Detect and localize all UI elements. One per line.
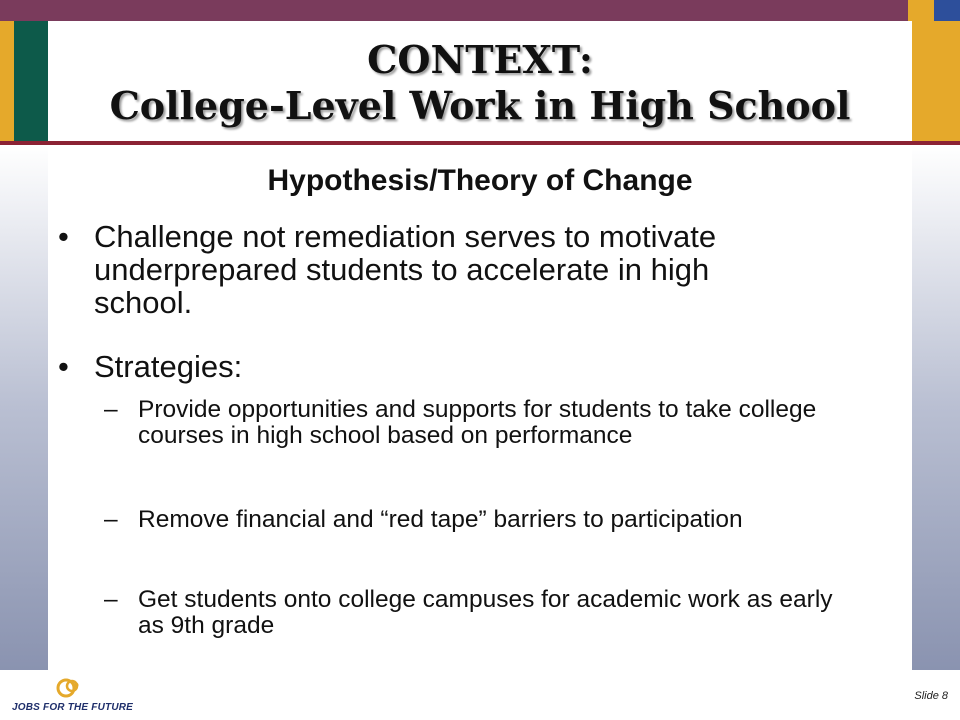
right-gold-bar (912, 21, 960, 145)
sub-bullet-text: Remove financial and “red tape” barriers to participation (138, 506, 743, 533)
sub-bullet-marker: – (104, 396, 118, 423)
bullet-marker: • (58, 349, 69, 384)
bullet-marker: • (58, 219, 69, 254)
slide-title (48, 21, 912, 141)
slide-content (48, 145, 912, 670)
logo-text: JOBS FOR THE FUTURE (12, 702, 134, 713)
left-green-bar (14, 21, 48, 145)
top-blue-block (934, 0, 960, 21)
sub-bullet-text: Provide opportunities and supports for students to take college courses in high school based on performance (138, 396, 817, 449)
right-gradient-margin (912, 145, 960, 670)
bullet-item (48, 220, 912, 330)
sub-bullet-marker: – (104, 586, 118, 613)
sub-bullet-marker: – (104, 506, 118, 533)
slide-number: Slide 8 (914, 690, 948, 702)
bullet-item (48, 350, 912, 390)
slide-subtitle: Hypothesis/Theory of Change (267, 164, 693, 197)
sub-bullet-text: Get students onto college campuses for academic work as early as 9th grade (138, 586, 833, 639)
title-line-2: College-Level Work in High School (109, 83, 851, 128)
left-gradient-margin (0, 145, 48, 670)
left-gold-bar (0, 21, 14, 145)
bullet-text: Challenge not remediation serves to motivate underprepared students to accelerate in high school. (94, 219, 717, 320)
bullet-text: Strategies: (94, 349, 243, 384)
title-line-1: CONTEXT: (367, 37, 593, 82)
top-color-bar (0, 0, 960, 21)
left-color-bars (0, 21, 48, 145)
slide-footer (0, 670, 960, 720)
top-gold-block (908, 0, 934, 21)
